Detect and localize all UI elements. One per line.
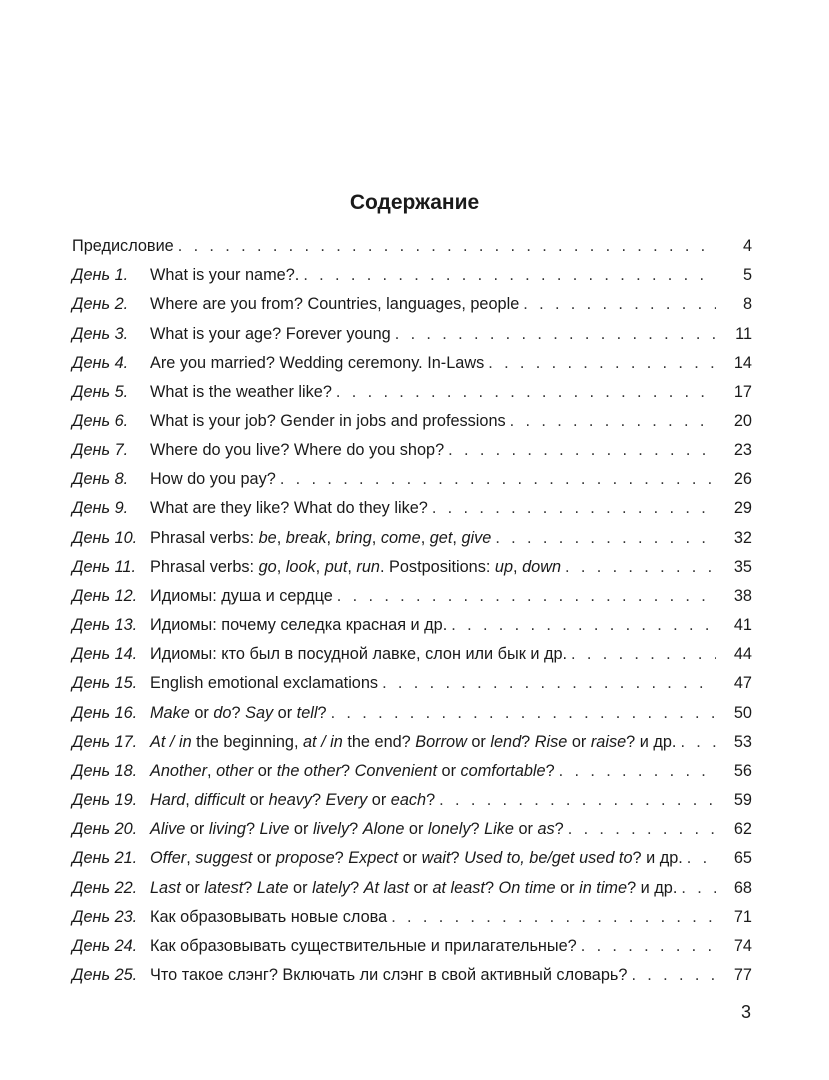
toc-day-label: День 18. <box>72 761 138 780</box>
toc-leader-dots <box>382 674 716 693</box>
toc-entry-title: What is your age? Forever young <box>150 324 391 343</box>
toc-day-label: День 2. <box>72 295 129 314</box>
toc-leader-dots <box>568 820 716 839</box>
page-number: 3 <box>740 1002 751 1022</box>
toc-leader-dots <box>331 704 716 723</box>
toc-page-number: 38 <box>733 586 752 605</box>
toc-entry <box>72 932 752 961</box>
toc-page-number: 59 <box>733 791 752 810</box>
toc-entry-title: What is your name?. <box>150 266 300 285</box>
toc-page-number: 4 <box>742 237 752 256</box>
toc-day-label: День 11. <box>72 557 136 576</box>
toc-day-label: День 23. <box>72 907 138 926</box>
toc-page-number: 8 <box>742 295 752 314</box>
toc-page-number: 74 <box>733 936 752 955</box>
toc-page-number: 56 <box>733 761 752 780</box>
toc-entry <box>72 524 752 553</box>
toc-entry <box>72 903 752 932</box>
toc-day-label: День 15. <box>72 674 138 693</box>
toc-leader-dots <box>336 383 716 402</box>
toc-leader-dots <box>337 587 716 606</box>
toc-entry-title: What are they like? What do they like? <box>150 499 428 518</box>
toc-day-label: День 14. <box>72 645 138 664</box>
toc-day-label: День 13. <box>72 616 138 635</box>
toc-day-label: День 19. <box>72 791 138 810</box>
toc-entry <box>72 261 752 290</box>
toc-entry-title: Phrasal verbs: go, look, put, run. Postpositions: up, down <box>150 557 562 576</box>
toc-entry-title: Как образовывать существительные и прилагательные? <box>150 936 577 955</box>
toc-entry <box>72 582 752 611</box>
toc-leader-dots <box>510 412 716 431</box>
toc-entry-title: Where do you live? Where do you shop? <box>150 441 445 460</box>
toc-entry-title: Another, other or the other? Convenient or comfortable? <box>150 761 555 780</box>
toc-entry <box>72 699 752 728</box>
toc-page-number: 44 <box>733 645 752 664</box>
toc-page-number: 23 <box>733 441 752 460</box>
toc-page-number: 32 <box>733 528 752 547</box>
toc-day-label: День 1. <box>72 266 129 285</box>
toc-entry <box>72 844 752 873</box>
toc-entry <box>72 611 752 640</box>
toc-page-number: 77 <box>733 965 752 984</box>
toc-day-label: День 4. <box>72 353 129 372</box>
toc-page-number: 11 <box>735 324 752 343</box>
toc-entry <box>72 232 752 261</box>
toc-entry-title: Where are you from? Countries, languages, people <box>150 295 520 314</box>
toc-day-label: День 6. <box>72 412 129 431</box>
toc-entry <box>72 786 752 815</box>
toc-leader-dots <box>680 733 716 752</box>
toc-page-number: 71 <box>733 907 752 926</box>
toc-entry <box>72 494 752 523</box>
toc-page-number: 65 <box>733 849 752 868</box>
toc-entry-title: What is the weather like? <box>150 382 332 401</box>
toc-day-label: День 17. <box>72 732 138 751</box>
toc-leader-dots <box>581 937 716 956</box>
toc-leader-dots <box>565 558 716 577</box>
toc-page-number: 17 <box>733 382 752 401</box>
toc-entry <box>72 873 752 902</box>
toc-page-number: 68 <box>733 878 752 897</box>
table-of-contents <box>72 232 752 990</box>
toc-page-number: 5 <box>742 266 752 285</box>
toc-entry-title: At / in the beginning, at / in the end? Borrow or lend? Rise or raise? и др. <box>150 732 677 751</box>
toc-page-number: 53 <box>733 732 752 751</box>
toc-leader-dots <box>303 266 716 285</box>
toc-leader-dots <box>523 295 716 314</box>
toc-entry <box>72 319 752 348</box>
toc-leader-dots <box>488 354 716 373</box>
toc-entry <box>72 290 752 319</box>
toc-entry-title: Идиомы: почему селедка красная и др. <box>150 616 448 635</box>
toc-leader-dots <box>280 470 716 489</box>
toc-entry <box>72 640 752 669</box>
toc-day-label: День 20. <box>72 820 138 839</box>
toc-day-label: День 16. <box>72 703 138 722</box>
toc-page-number: 29 <box>733 499 752 518</box>
toc-leader-dots <box>571 645 716 664</box>
toc-day-label: День 5. <box>72 382 129 401</box>
toc-leader-dots <box>559 762 716 781</box>
toc-day-label: День 10. <box>72 528 138 547</box>
toc-entry <box>72 815 752 844</box>
toc-page-number: 47 <box>733 674 752 693</box>
toc-page-number: 35 <box>733 557 752 576</box>
toc-entry <box>72 349 752 378</box>
toc-page-number: 62 <box>733 820 752 839</box>
toc-day-label: День 3. <box>72 324 129 343</box>
toc-entry-title: Что такое слэнг? Включать ли слэнг в свой активный словарь? <box>150 965 628 984</box>
toc-leader-dots <box>495 529 716 548</box>
toc-entry <box>72 669 752 698</box>
toc-entry-title: Make or do? Say or tell? <box>150 703 327 722</box>
toc-entry-title: English emotional exclamations <box>150 674 379 693</box>
toc-entry-title: Are you married? Wedding ceremony. In-Laws <box>150 353 485 372</box>
toc-leader-dots <box>439 791 716 810</box>
toc-entry-title: Phrasal verbs: be, break, bring, come, get, give <box>150 528 492 547</box>
toc-day-label: День 12. <box>72 586 138 605</box>
toc-leader-dots <box>687 849 716 868</box>
toc-entry <box>72 407 752 436</box>
toc-leader-dots <box>432 499 716 518</box>
toc-leader-dots <box>178 237 716 256</box>
toc-leader-dots <box>451 616 716 635</box>
toc-page-number: 26 <box>733 470 752 489</box>
toc-entry-title: Hard, difficult or heavy? Every or each? <box>150 791 436 810</box>
toc-entry <box>72 436 752 465</box>
toc-leader-dots <box>448 441 716 460</box>
toc-day-label: День 8. <box>72 470 129 489</box>
toc-page-number: 14 <box>733 353 752 372</box>
toc-entry-title: What is your job? Gender in jobs and professions <box>150 412 506 431</box>
toc-entry-title: Как образовывать новые слова <box>150 907 388 926</box>
toc-entry <box>72 465 752 494</box>
toc-entry-title: Offer, suggest or propose? Expect or wait? Used to, be/get used to? и др. <box>150 849 683 868</box>
toc-entry-title: Alive or living? Live or lively? Alone or lonely? Like or as? <box>150 820 564 839</box>
toc-leader-dots <box>681 879 716 898</box>
toc-day-label: День 25. <box>72 965 138 984</box>
toc-leader-dots <box>395 325 716 344</box>
toc-entry-title: Предисловие <box>72 237 174 256</box>
toc-leader-dots <box>631 966 716 985</box>
toc-day-label: День 22. <box>72 878 138 897</box>
toc-day-label: День 9. <box>72 499 129 518</box>
page-title: Содержание <box>349 191 480 214</box>
toc-entry <box>72 378 752 407</box>
toc-leader-dots <box>391 908 716 927</box>
toc-page-number: 50 <box>733 703 752 722</box>
toc-entry <box>72 961 752 990</box>
toc-entry-title: How do you pay? <box>150 470 276 489</box>
toc-page-number: 20 <box>733 412 752 431</box>
toc-page-number: 41 <box>733 616 752 635</box>
toc-day-label: День 24. <box>72 936 138 955</box>
toc-entry <box>72 728 752 757</box>
toc-entry-title: Last or latest? Late or lately? At last or at least? On time or in time? и др. <box>150 878 678 897</box>
toc-entry-title: Идиомы: душа и сердце <box>150 586 333 605</box>
toc-entry <box>72 553 752 582</box>
toc-entry-title: Идиомы: кто был в посудной лавке, слон или бык и др. <box>150 645 568 664</box>
toc-day-label: День 7. <box>72 441 129 460</box>
toc-entry <box>72 757 752 786</box>
toc-day-label: День 21. <box>72 849 138 868</box>
